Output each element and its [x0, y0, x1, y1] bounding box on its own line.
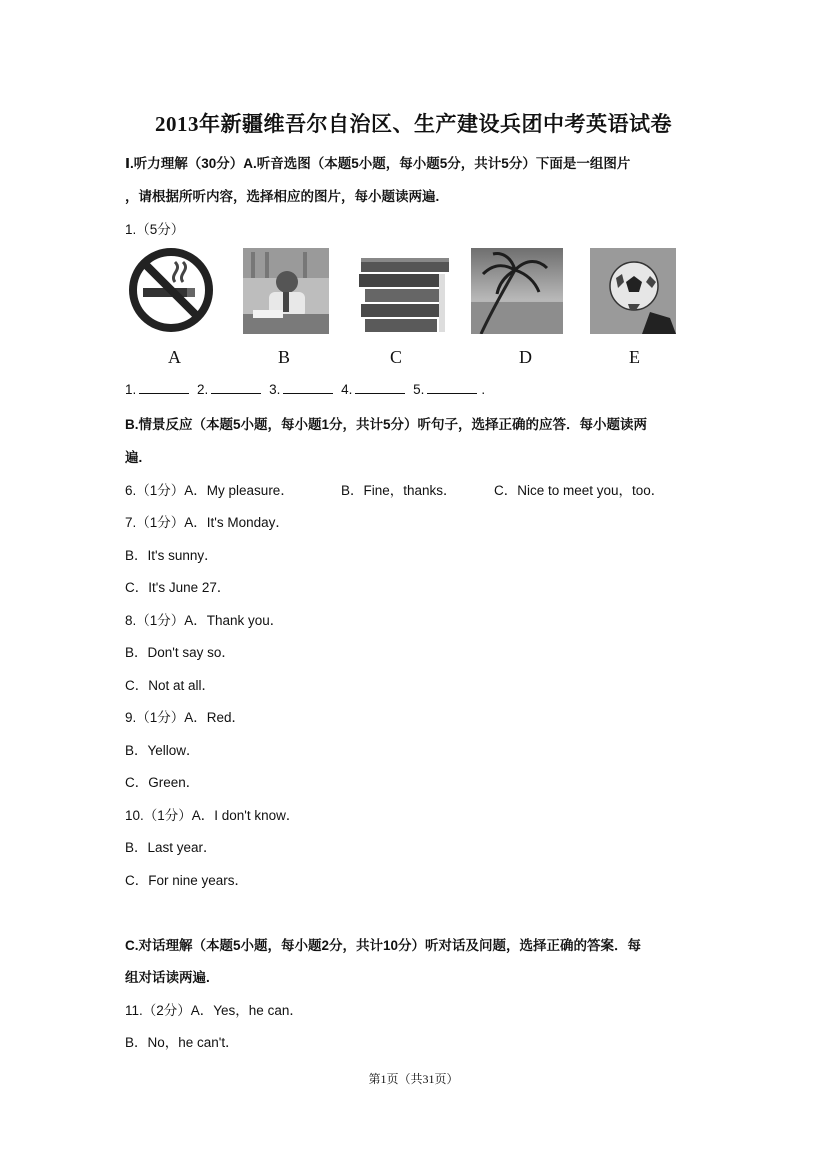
q7-option-a: 7.（1分）A．It's Monday．	[125, 515, 289, 530]
books-stack-photo	[355, 248, 455, 334]
q8-option-c: C．Not at all．	[125, 678, 216, 693]
soccer-ball-photo	[590, 248, 676, 334]
answer-blank[interactable]	[427, 381, 477, 394]
blank-label-3: 3.	[269, 382, 281, 397]
man-at-desk-photo	[243, 248, 329, 334]
section1-instruction-line1: Ⅰ.听力理解（30分）A.听音选图（本题5小题，每小题5分，共计5分）下面是一组图片	[125, 156, 631, 171]
image-label-b: B	[278, 347, 291, 367]
sectionC-instruction-line2: 组对话读两遍.	[125, 970, 210, 985]
q8-option-b: B．Don't say so．	[125, 645, 235, 660]
q10-option-b: B．Last year．	[125, 840, 217, 855]
q10-option-a: 10.（1分）A．I don't know．	[125, 808, 300, 823]
blank-label-1: 1.	[125, 382, 137, 397]
blank-label-2: 2.	[197, 382, 209, 397]
beach-palm-photo	[471, 248, 563, 334]
q9-option-c: C．Green．	[125, 775, 200, 790]
image-label-e: E	[629, 347, 640, 367]
q9-option-a: 9.（1分）A．Red．	[125, 710, 246, 725]
page-footer: 第1页（共31页）	[368, 1072, 459, 1086]
image-label-a: A	[168, 347, 181, 367]
q7-option-b: B．It's sunny．	[125, 548, 218, 563]
q1-label: 1.（5分）	[125, 222, 185, 237]
section1-instruction-line2: ，请根据所听内容，选择相应的图片，每小题读两遍.	[125, 189, 440, 204]
blank-label-5: 5.	[413, 382, 425, 397]
q11-option-a: 11.（2分）A．Yes，he can．	[125, 1003, 303, 1018]
q6-line	[125, 479, 665, 499]
q11-option-b: B．No，he can't．	[125, 1035, 239, 1050]
q9-option-b: B．Yellow．	[125, 743, 200, 758]
q6-number: 6.（1分）	[125, 483, 185, 498]
answer-blank[interactable]	[211, 381, 261, 394]
blanks-end: .	[481, 382, 486, 397]
sectionB-instruction-line2: 遍.	[125, 450, 143, 465]
q6-option-b: B．Fine，thanks．	[341, 483, 457, 498]
answer-blank[interactable]	[139, 381, 189, 394]
q8-option-a: 8.（1分）A．Thank you．	[125, 613, 284, 628]
page-title: 2013年新疆维吾尔自治区、生产建设兵团中考英语试卷	[155, 112, 672, 136]
q6-option-a: A．My pleasure．	[184, 483, 294, 498]
sectionB-instruction-line1: B.情景反应（本题5小题，每小题1分，共计5分）听句子，选择正确的应答．每小题读两	[125, 417, 648, 432]
blank-label-4: 4.	[341, 382, 353, 397]
q7-option-c: C．It's June 27．	[125, 580, 231, 595]
image-label-c: C	[390, 347, 403, 367]
answer-blanks	[125, 381, 485, 397]
answer-blank[interactable]	[355, 381, 405, 394]
q10-option-c: C．For nine years．	[125, 873, 249, 888]
no-smoking-icon	[125, 248, 217, 332]
answer-blank[interactable]	[283, 381, 333, 394]
image-label-d: D	[519, 347, 532, 367]
q6-option-c: C．Nice to meet you，too．	[494, 483, 665, 498]
sectionC-instruction-line1: C.对话理解（本题5小题，每小题2分，共计10分）听对话及问题，选择正确的答案．每	[125, 938, 642, 953]
